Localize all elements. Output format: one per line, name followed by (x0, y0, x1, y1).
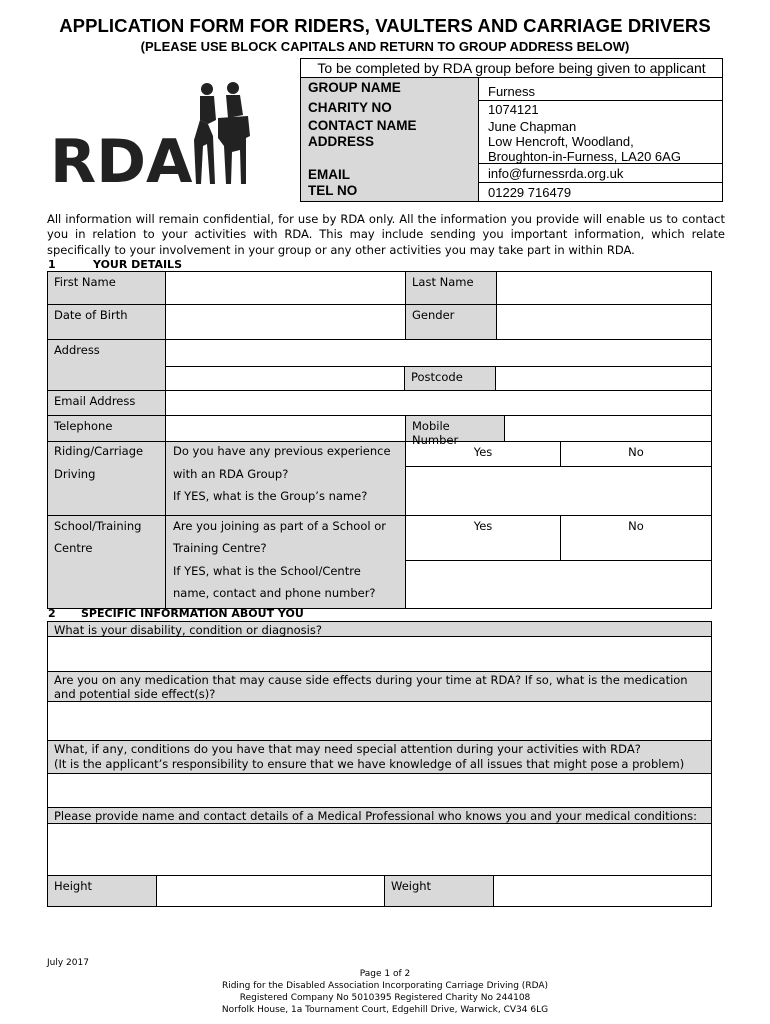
gender-label: Gender (405, 304, 497, 340)
last-name-field[interactable] (496, 271, 712, 305)
email-address-field[interactable] (165, 390, 712, 416)
form-subtitle: (PLEASE USE BLOCK CAPITALS AND RETURN TO GROUP ADDRESS BELOW) (140, 39, 630, 54)
riding-label-line1: Riding/Carriage (54, 444, 144, 458)
group-box-heading: To be completed by RDA group before being given to applicant (301, 59, 722, 78)
first-name-label: First Name (47, 271, 166, 305)
medication-answer-field[interactable] (47, 701, 712, 741)
group-name-label: GROUP NAME (308, 80, 401, 95)
disability-answer-field[interactable] (47, 636, 712, 672)
rda-logo (50, 80, 250, 190)
charity-no-label: CHARITY NO (308, 100, 392, 115)
footer-page-number: Page 1 of 2 (359, 969, 411, 979)
address-field[interactable] (165, 339, 712, 367)
height-label: Height (47, 875, 157, 907)
weight-field[interactable] (493, 875, 712, 907)
footer-organisation: Riding for the Disabled Association Incorporating Carriage Driving (RDA) (221, 981, 549, 991)
school-question-line3: If YES, what is the School/Centre (173, 564, 361, 578)
riding-no-option[interactable]: No (560, 441, 712, 467)
contact-name-value: June Chapman (488, 119, 577, 134)
footer-address: Norfolk House, 1a Tournament Court, Edgehill Drive, Warwick, CV34 6LG (221, 1005, 549, 1015)
address-label: Address (47, 339, 166, 391)
email-value: info@furnessrda.org.uk (488, 166, 624, 181)
tel-no-value: 01229 716479 (488, 185, 572, 200)
school-no-option[interactable]: No (560, 515, 712, 561)
email-label: EMAIL (308, 167, 350, 182)
email-address-label: Email Address (47, 390, 166, 416)
school-question-line2: Training Centre? (173, 541, 267, 555)
group-box-labels (301, 78, 479, 201)
school-question-line4: name, contact and phone number? (173, 586, 376, 600)
rda-logo-graphic (50, 80, 250, 190)
riding-yes-option[interactable]: Yes (405, 441, 561, 467)
divider (479, 182, 723, 183)
school-yes-option[interactable]: Yes (405, 515, 561, 561)
section1-number: 1 (48, 258, 56, 271)
tel-no-label: TEL NO (308, 183, 358, 198)
school-label-line2: Centre (54, 541, 93, 555)
section1-title: YOUR DETAILS (93, 258, 182, 271)
postcode-field[interactable] (495, 366, 712, 391)
mobile-field[interactable] (504, 415, 712, 442)
height-field[interactable] (156, 875, 385, 907)
medical-professional-answer-field[interactable] (47, 823, 712, 876)
gender-field[interactable] (496, 304, 712, 340)
riding-question-line3: If YES, what is the Group’s name? (173, 489, 368, 503)
charity-no-value: 1074121 (488, 102, 539, 117)
mobile-label: Mobile Number (405, 415, 505, 442)
school-question-line1: Are you joining as part of a School or (173, 519, 386, 533)
form-title: APPLICATION FORM FOR RIDERS, VAULTERS AND CARRIAGE DRIVERS (59, 15, 711, 36)
group-details-box (300, 58, 723, 202)
rda-logo-text: RDA (50, 127, 193, 190)
medication-question-line1: Are you on any medication that may cause side effects during your time at RDA? If so, what is the medication (54, 673, 688, 687)
confidentiality-notice: All information will remain confidential, for use by RDA only. All the information you provide will enable us to contact you in relation to your activities with RDA. This may include sending you important information, which relate specifically to your involvement in your group or any other activities you may take part in within RDA. (47, 212, 725, 257)
conditions-question-line2: (It is the applicant’s responsibility to ensure that we have knowledge of all issues that might pose a problem) (54, 757, 685, 771)
school-details-field[interactable] (405, 560, 712, 609)
last-name-label: Last Name (405, 271, 497, 305)
disability-question: What is your disability, condition or diagnosis? (47, 621, 712, 637)
footer-registration: Registered Company No 5010395 Registered Charity No 244108 (239, 993, 531, 1003)
telephone-label: Telephone (47, 415, 166, 442)
weight-label: Weight (384, 875, 494, 907)
divider (479, 163, 723, 164)
dob-label: Date of Birth (47, 304, 166, 340)
riding-group-name-field[interactable] (405, 466, 712, 516)
footer-date: July 2017 (47, 958, 89, 968)
address-line1-value: Low Hencroft, Woodland, (488, 134, 634, 149)
divider (479, 100, 723, 101)
riding-label-line2: Driving (54, 467, 96, 481)
postcode-label: Postcode (404, 366, 496, 391)
conditions-answer-field[interactable] (47, 773, 712, 808)
section2-title: SPECIFIC INFORMATION ABOUT YOU (81, 607, 304, 620)
medication-question-line2: and potential side effect(s)? (54, 687, 216, 701)
address-line2-value: Broughton-in-Furness, LA20 6AG (488, 149, 681, 164)
dob-field[interactable] (165, 304, 406, 340)
contact-name-label: CONTACT NAME (308, 118, 417, 133)
medical-professional-question: Please provide name and contact details of a Medical Professional who knows you and your medical conditions: (47, 807, 712, 824)
group-name-value: Furness (488, 84, 535, 99)
school-label-line1: School/Training (54, 519, 142, 533)
first-name-field[interactable] (165, 271, 406, 305)
conditions-question-line1: What, if any, conditions do you have that may need special attention during your activities with RDA? (54, 742, 641, 756)
section2-number: 2 (48, 607, 56, 620)
riding-question-line1: Do you have any previous experience (173, 444, 391, 458)
horse-rider-icon (194, 82, 250, 184)
address-label: ADDRESS (308, 134, 375, 149)
address-field-line2[interactable] (165, 366, 405, 391)
telephone-field[interactable] (165, 415, 406, 442)
riding-question-line2: with an RDA Group? (173, 467, 289, 481)
